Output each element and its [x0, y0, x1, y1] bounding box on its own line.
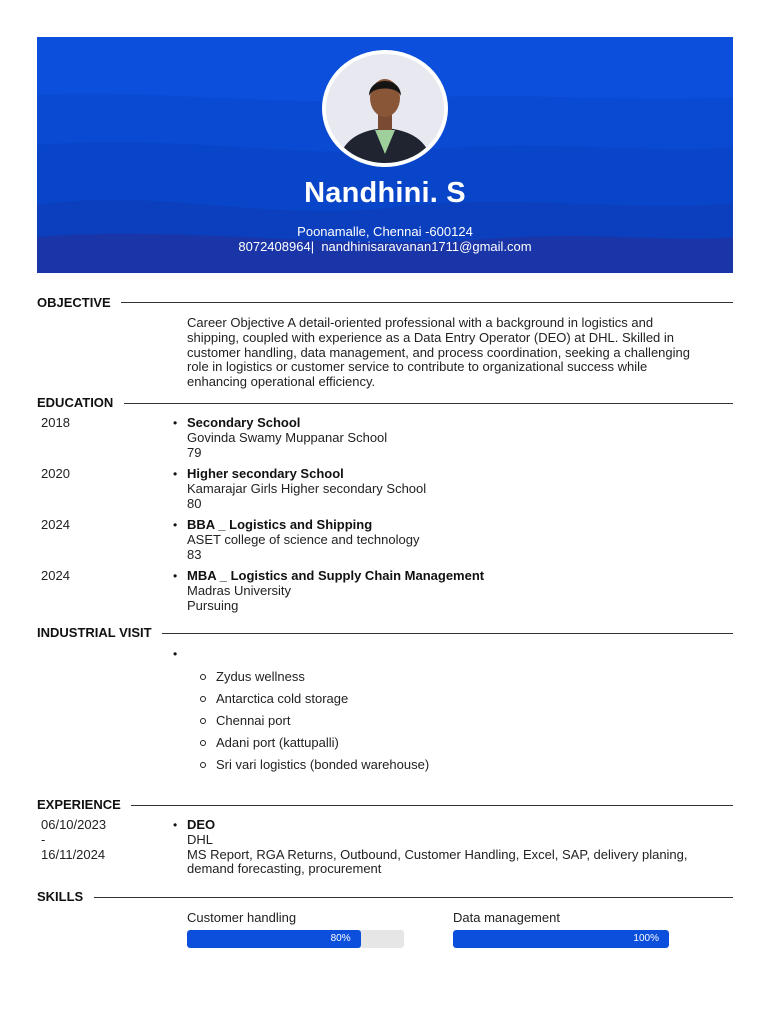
skills-heading: SKILLS: [37, 889, 93, 904]
visit-name: Chennai port: [216, 713, 291, 728]
experience-divider: [130, 805, 733, 806]
education-year: 2018: [41, 415, 70, 430]
objective-line: Career Objective A detail-oriented professional with a background in logistics and: [187, 315, 654, 330]
objective-text: [187, 316, 727, 390]
education-title: MBA _ Logistics and Supply Chain Management: [187, 568, 485, 583]
circle-bullet-icon: [200, 740, 206, 746]
industrial-visit-list: [200, 666, 429, 776]
skill-progress-bar: [187, 930, 404, 948]
objective-divider: [120, 302, 733, 303]
phone-number[interactable]: 8072408964: [238, 239, 311, 254]
experience-end-date: 16/11/2024: [41, 846, 106, 862]
address: Poonamalle, Chennai -600124: [297, 224, 473, 239]
education-score: 79: [187, 444, 202, 460]
contact-line: [37, 239, 733, 254]
bullet-icon: •: [173, 569, 178, 583]
skill-progress-fill: 80%: [187, 930, 361, 948]
candidate-name: Nandhini. S: [304, 177, 466, 209]
education-title: Secondary School: [187, 415, 301, 430]
experience-role: DEO: [187, 817, 216, 832]
experience-heading: EXPERIENCE: [37, 797, 131, 812]
list-item: [200, 666, 429, 688]
person-portrait-icon: [326, 54, 444, 163]
education-year: 2020: [41, 466, 70, 481]
education-title: Higher secondary School: [187, 466, 344, 481]
industrial-visit-heading: INDUSTRIAL VISIT: [37, 625, 162, 640]
education-institution: Govinda Swamy Muppanar School: [187, 429, 388, 445]
circle-bullet-icon: [200, 762, 206, 768]
objective-heading: OBJECTIVE: [37, 295, 121, 310]
contact-separator: |: [310, 239, 315, 254]
experience-details-line: demand forecasting, procurement: [187, 861, 382, 877]
circle-bullet-icon: [200, 718, 206, 724]
profile-photo: [322, 50, 448, 167]
experience-start-date: 06/10/2023: [41, 817, 107, 832]
list-item: [200, 732, 429, 754]
experience-details-line: MS Report, RGA Returns, Outbound, Customer Handling, Excel, SAP, delivery planing,: [187, 846, 688, 862]
list-item: [200, 710, 429, 732]
visit-name: Sri vari logistics (bonded warehouse): [216, 757, 430, 772]
visit-name: Adani port (kattupalli): [216, 735, 339, 750]
skill-progress-fill: 100%: [453, 930, 669, 948]
education-score: 83: [187, 546, 202, 562]
skills-divider: [94, 897, 733, 898]
circle-bullet-icon: [200, 696, 206, 702]
objective-line: customer handling, data management, and process coordination, seeking a challenging: [187, 344, 690, 360]
objective-line: enhancing operational efficiency.: [187, 374, 376, 390]
skill-name: Data management: [453, 910, 560, 925]
education-score: 80: [187, 495, 202, 511]
visit-name: Antarctica cold storage: [216, 691, 349, 706]
circle-bullet-icon: [200, 674, 206, 680]
date-dash: -: [41, 831, 46, 847]
education-year: 2024: [41, 568, 70, 583]
education-score: Pursuing: [187, 597, 239, 613]
bullet-icon: •: [173, 647, 178, 661]
education-divider: [124, 403, 733, 404]
education-heading: EDUCATION: [37, 395, 123, 410]
skill-progress-bar: [453, 930, 669, 948]
bullet-icon: •: [173, 416, 178, 430]
education-title: BBA _ Logistics and Shipping: [187, 517, 373, 532]
industrial-visit-divider: [162, 633, 733, 634]
visit-name: Zydus wellness: [216, 669, 305, 684]
bullet-icon: •: [173, 467, 178, 481]
bullet-icon: •: [173, 818, 178, 832]
skill-name: Customer handling: [187, 910, 297, 925]
resume-header: [37, 37, 733, 273]
education-institution: ASET college of science and technology: [187, 531, 420, 547]
education-institution: Madras University: [187, 582, 292, 598]
email-address[interactable]: nandhinisaravanan1711@gmail.com: [321, 239, 532, 254]
objective-line: shipping, coupled with experience as a Data Entry Operator (DEO) at DHL. Skilled in: [187, 329, 675, 345]
education-year: 2024: [41, 517, 70, 532]
bullet-icon: •: [173, 518, 178, 532]
list-item: [200, 754, 429, 776]
list-item: [200, 688, 429, 710]
education-institution: Kamarajar Girls Higher secondary School: [187, 480, 427, 496]
experience-dates: [41, 818, 106, 862]
objective-line: role in logistics or customer service to contribute to organizational success while: [187, 359, 648, 375]
experience-company: DHL: [187, 831, 214, 847]
